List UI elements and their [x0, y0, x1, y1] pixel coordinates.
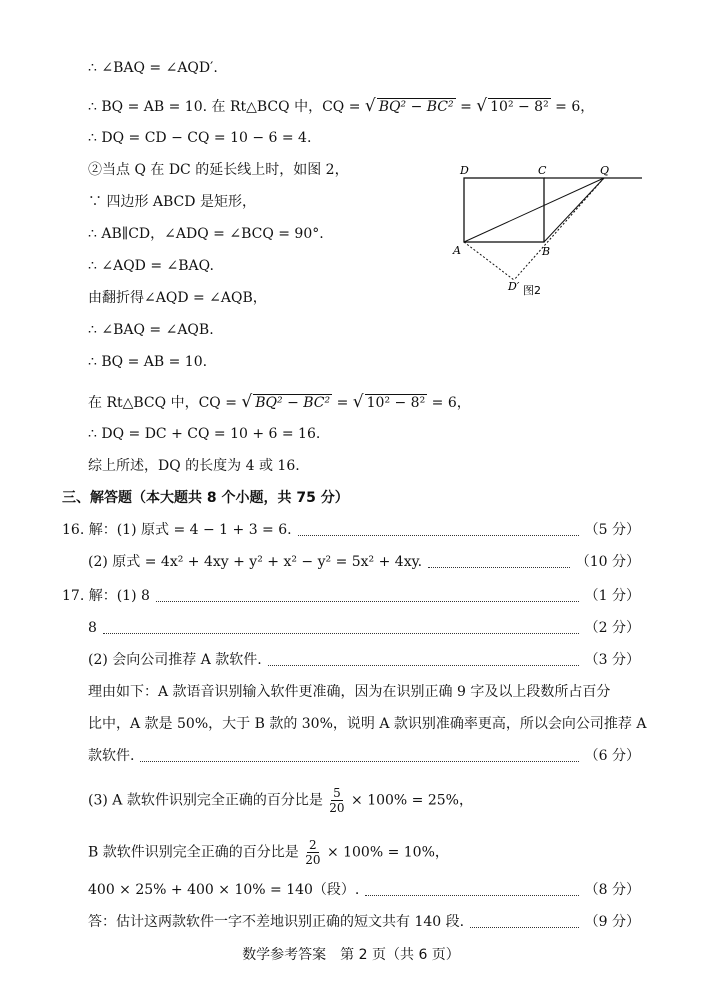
line-10: ∴ BQ = AB = 10. — [88, 354, 208, 370]
score: （10 分） — [575, 554, 640, 570]
q17-reason-2: 比中，A 款是 50%，大于 B 款的 30%，说明 A 款识别准确率更高，所以会向公司推荐 A — [88, 716, 647, 732]
dot-leader — [156, 591, 579, 602]
fraction — [305, 838, 320, 867]
score: （1 分） — [584, 588, 640, 604]
label-c: C — [538, 164, 547, 177]
equals: = — [460, 99, 472, 115]
numerator: 5 — [333, 786, 341, 800]
q17-part3b — [88, 838, 449, 867]
q17-part1b — [88, 618, 640, 638]
equals: = — [336, 395, 349, 411]
q17-part3b-result: × 100% = 10%， — [326, 844, 449, 861]
line-11-text: 在 Rt△BCQ 中，CQ = — [88, 395, 237, 411]
q16-part2-text: (2) 原式 = 4x² + 4xy + y² + x² − y² = 5x² + 4xy. — [88, 554, 423, 570]
fraction — [329, 786, 344, 815]
label-b: B — [542, 245, 551, 258]
sqrt-expr: 10² − 8² — [366, 395, 426, 411]
q17-reason-1: 理由如下：A 款语音识别输入软件更准确，因为在识别正确 9 字及以上段数所占百分 — [88, 684, 611, 700]
label-a: A — [453, 244, 461, 257]
line-2-text: ∴ BQ = AB = 10. 在 Rt△BCQ 中，CQ = — [88, 99, 361, 115]
sqrt-expr: BQ² − BC² — [378, 99, 454, 115]
sqrt-expr: 10² − 8² — [490, 99, 549, 115]
figure-2 — [448, 158, 648, 308]
segment-qd-prime — [514, 178, 604, 280]
section-heading: 三、解答题（本大题共 8 个小题，共 75 分） — [62, 490, 349, 506]
line-4: ②当点 Q 在 DC 的延长线上时，如图 2， — [88, 162, 349, 178]
score: （2 分） — [584, 620, 640, 636]
dot-leader — [103, 623, 579, 634]
dot-leader — [298, 525, 579, 536]
dot-leader — [365, 885, 578, 896]
result: = 6， — [431, 395, 471, 411]
q17-part3a — [88, 786, 473, 815]
label-d-prime: D′ — [508, 280, 520, 293]
q17-part3a-result: × 100% = 25%， — [351, 792, 473, 809]
q17-part1b-text: 8 — [88, 620, 97, 636]
sqrt-icon: √ — [364, 96, 376, 116]
sqrt-icon: √ — [352, 392, 364, 412]
q17-part1-text: 17. 解：(1) 8 — [62, 588, 150, 604]
label-d: D — [460, 164, 469, 177]
line-12: ∴ DQ = DC + CQ = 10 + 6 = 16. — [88, 426, 321, 442]
q16-part2 — [88, 552, 640, 572]
score: （9 分） — [584, 914, 640, 930]
numerator: 2 — [309, 838, 317, 852]
figure-caption: 图2 — [523, 284, 541, 297]
line-11 — [88, 392, 471, 413]
q17-reason-3 — [88, 746, 640, 766]
denominator: 20 — [305, 853, 321, 867]
dot-leader — [428, 557, 570, 568]
line-2 — [88, 96, 594, 117]
line-8: 由翻折得∠AQD = ∠AQB， — [88, 290, 267, 306]
score: （3 分） — [584, 652, 640, 668]
q16-part1-text: 16. 解：(1) 原式 = 4 − 1 + 3 = 6. — [62, 522, 292, 538]
q17-answer — [88, 912, 640, 932]
q17-part2-text: (2) 会向公司推荐 A 款软件. — [88, 652, 262, 668]
dot-leader — [140, 751, 578, 762]
q17-reason-3-text: 款软件. — [88, 748, 135, 764]
segment-ad-prime — [464, 242, 514, 280]
dot-leader — [268, 655, 579, 666]
q17-part3c — [88, 880, 640, 900]
q17-part3a-text: (3) A 款软件识别完全正确的百分比是 — [88, 792, 323, 809]
label-q: Q — [600, 164, 610, 177]
q16-part1 — [62, 520, 640, 540]
line-13: 综上所述，DQ 的长度为 4 或 16. — [88, 458, 300, 474]
line-9: ∴ ∠BAQ = ∠AQB. — [88, 322, 214, 338]
score: （8 分） — [584, 882, 640, 898]
score: （5 分） — [584, 522, 640, 538]
line-5: ∵ 四边形 ABCD 是矩形， — [88, 194, 256, 210]
line-3: ∴ DQ = CD − CQ = 10 − 6 = 4. — [88, 130, 312, 146]
line-7: ∴ ∠AQD = ∠BAQ. — [88, 258, 214, 274]
line-1: ∴ ∠BAQ = ∠AQD′. — [88, 60, 218, 76]
sqrt-icon: √ — [476, 96, 488, 116]
q17-answer-text: 答：估计这两款软件一字不差地识别正确的短文共有 140 段. — [88, 914, 465, 930]
q17-part1 — [62, 586, 640, 606]
rectangle-abcd — [464, 178, 544, 242]
result: = 6， — [555, 99, 595, 115]
score: （6 分） — [584, 748, 640, 764]
segment-aq — [464, 178, 604, 242]
line-6: ∴ AB∥CD，∠ADQ = ∠BCQ = 90°. — [88, 226, 324, 242]
q17-part3c-text: 400 × 25% + 400 × 10% = 140（段）. — [88, 882, 360, 898]
sqrt-icon: √ — [241, 392, 253, 412]
page-footer: 数学参考答案 第 2 页（共 6 页） — [242, 947, 460, 963]
q17-part3b-text: B 款软件识别完全正确的百分比是 — [88, 844, 299, 861]
sqrt-expr: BQ² − BC² — [255, 395, 331, 411]
q17-part2 — [88, 650, 640, 670]
dot-leader — [470, 917, 579, 928]
denominator: 20 — [329, 801, 345, 815]
